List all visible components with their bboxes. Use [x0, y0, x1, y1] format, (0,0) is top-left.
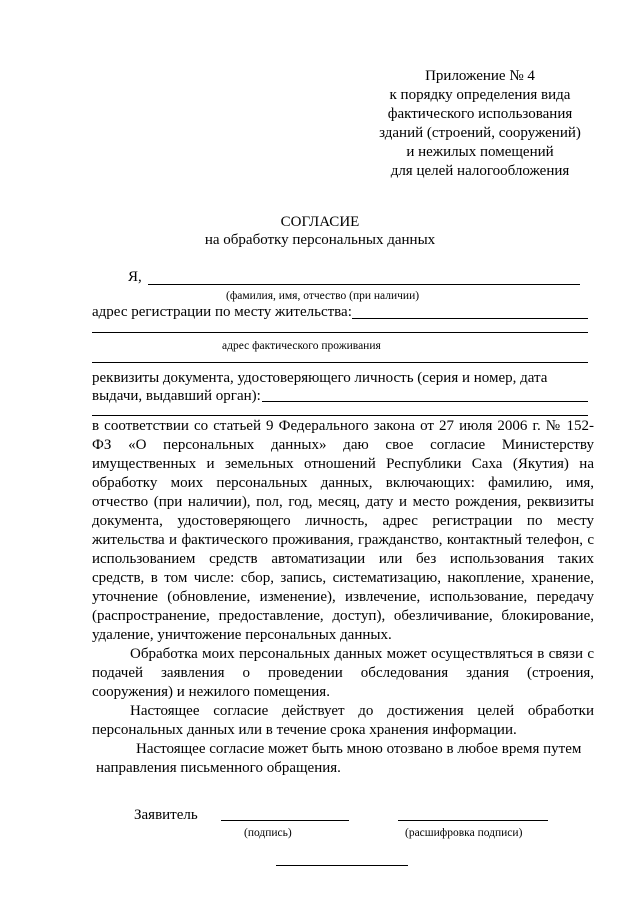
para2-line: подачей заявления о проведении обследования здания (строения,: [92, 665, 594, 681]
para3-line: Настоящее согласие действует до достижения целей обработки: [130, 703, 594, 719]
body-line: средств, в том числе: сбор, запись, систематизацию, накопление, хранение,: [92, 570, 594, 586]
signature-line[interactable]: [221, 820, 349, 821]
appendix-line: для целей налогообложения: [390, 163, 570, 179]
appendix-line: и нежилых помещений: [406, 144, 554, 160]
para4-line: Настоящее согласие может быть мною отозвано в любое время путем: [136, 741, 582, 757]
appendix-header: [360, 67, 600, 181]
reg-address-line-2[interactable]: [92, 332, 588, 333]
body-line: удаление, уничтожение персональных данных.: [92, 627, 392, 643]
actual-address-line[interactable]: [92, 362, 588, 363]
doc-details-line[interactable]: [262, 401, 588, 402]
applicant-label: Заявитель: [134, 807, 198, 823]
body-line: (распространение, предоставление, доступ), обезличивание, блокирование,: [92, 608, 594, 624]
para2-line: Обработка моих персональных данных может осуществляться в связи с: [130, 646, 594, 662]
document-title: СОГЛАСИЕ: [280, 214, 360, 230]
fio-input-line[interactable]: [148, 284, 580, 285]
para4-line: направления письменного обращения.: [96, 760, 341, 776]
appendix-line: фактического использования: [387, 106, 573, 122]
reg-address-line[interactable]: [352, 318, 588, 319]
reg-address-label: адрес регистрации по месту жительства:: [92, 304, 352, 320]
body-line: использованием средств автоматизации или без использования таких: [92, 551, 594, 567]
decoding-caption: (расшифровка подписи): [405, 827, 523, 839]
appendix-line: к порядку определения вида: [389, 87, 571, 103]
decoding-line[interactable]: [398, 820, 548, 821]
i-prefix: Я,: [128, 269, 142, 285]
para3-line: персональных данных или в течение срока хранения информации.: [92, 722, 517, 738]
fio-caption: (фамилия, имя, отчество (при наличии): [226, 290, 420, 302]
document-subtitle: на обработку персональных данных: [204, 232, 436, 248]
appendix-line: зданий (строений, сооружений): [379, 125, 581, 141]
body-line: жительства и фактического проживания, гражданство, контактный телефон, с: [92, 532, 594, 548]
body-line: документа, удостоверяющего личность, адрес регистрации по месту: [92, 513, 594, 529]
doc-details-line-2[interactable]: [92, 415, 588, 416]
appendix-line: Приложение № 4: [425, 68, 535, 84]
body-line: обработку моих персональных данных, включающих: фамилию, имя,: [92, 475, 594, 491]
doc-details-label-2: выдачи, выдавший орган):: [92, 388, 261, 404]
body-line: отчество (при наличии), пол, год, месяц, дату и место рождения, реквизиты: [92, 494, 594, 510]
doc-details-label-1: реквизиты документа, удостоверяющего личность (серия и номер, дата: [92, 370, 548, 386]
body-line: в соответствии со статьей 9 Федерального закона от 27 июля 2006 г. № 152-: [92, 418, 594, 434]
para2-line: сооружения) и нежилого помещения.: [92, 684, 330, 700]
body-line: уточнение (обновление, изменение), извлечение, использование, передачу: [92, 589, 594, 605]
date-line[interactable]: [276, 865, 408, 866]
actual-address-caption: адрес фактического проживания: [222, 340, 381, 352]
body-line: ФЗ «О персональных данных» даю свое согласие Министерству: [92, 437, 594, 453]
signature-caption: (подпись): [244, 827, 292, 839]
body-line: имущественных и земельных отношений Республики Саха (Якутия) на: [92, 456, 594, 472]
